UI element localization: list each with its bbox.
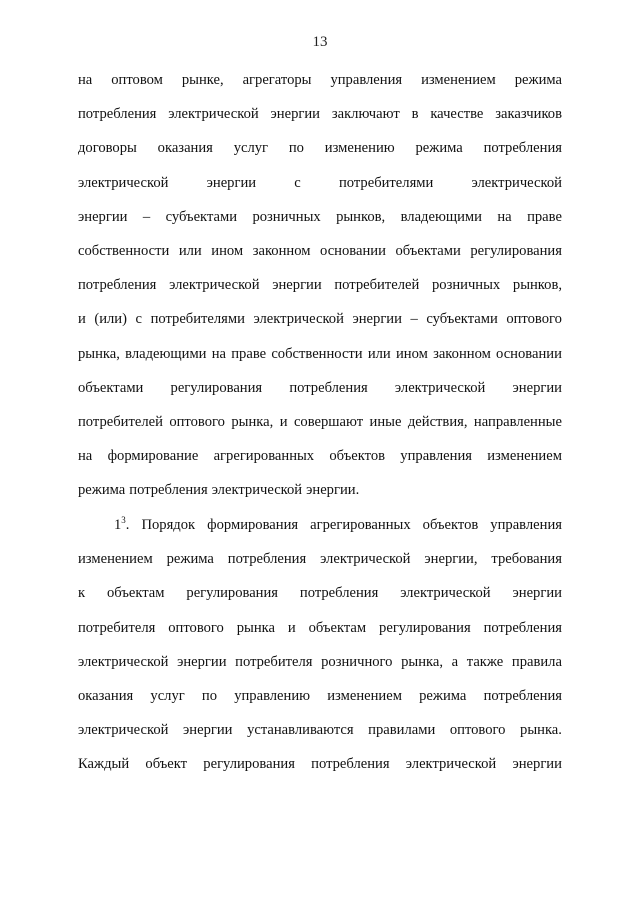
word: потребления xyxy=(289,379,368,396)
text-line xyxy=(78,173,562,207)
word: в xyxy=(411,106,419,123)
word: энергии xyxy=(78,208,128,225)
word: Порядок xyxy=(141,517,196,534)
text-line xyxy=(78,412,562,446)
word: розничного xyxy=(321,653,393,670)
word: договоры xyxy=(78,140,137,157)
word: объектам xyxy=(308,619,367,636)
word: ином xyxy=(395,345,428,362)
word: или xyxy=(367,345,391,362)
word: рынка xyxy=(236,619,275,636)
word: по xyxy=(288,140,304,157)
word: режима xyxy=(419,687,467,704)
text-line xyxy=(78,686,562,720)
word: на xyxy=(497,208,512,225)
text-line xyxy=(78,720,562,754)
word: с xyxy=(294,174,301,191)
word: потребителей xyxy=(334,277,420,294)
word: потребителями xyxy=(150,311,245,328)
text-line xyxy=(78,70,562,104)
word: иные xyxy=(369,413,402,430)
word: заключают xyxy=(331,106,400,123)
word: ином xyxy=(211,242,244,259)
text-line xyxy=(78,446,562,480)
word: объект xyxy=(145,756,188,773)
text-line xyxy=(78,309,562,343)
word: основании xyxy=(320,242,386,259)
word: рынка. xyxy=(520,722,562,739)
word: требования xyxy=(491,551,562,568)
word: владеющими xyxy=(400,208,482,225)
word: основании xyxy=(496,345,562,362)
word: управлению xyxy=(234,687,311,704)
word: устанавливаются xyxy=(247,722,354,739)
word: на xyxy=(78,448,93,465)
text-line xyxy=(78,275,562,309)
word: или xyxy=(178,242,202,259)
word: потребления xyxy=(299,585,379,602)
text-line xyxy=(78,138,562,172)
word: на xyxy=(78,72,93,88)
word: режима xyxy=(514,72,562,88)
word: электрической xyxy=(169,277,260,294)
word: формирование xyxy=(107,448,199,465)
word: регулирования xyxy=(203,756,295,773)
word: энергии xyxy=(512,756,562,773)
word: оптового xyxy=(169,413,225,430)
word: собственности xyxy=(271,345,363,362)
word: объектами xyxy=(395,242,461,259)
word: праве xyxy=(231,345,267,362)
text-line xyxy=(78,652,562,686)
word: управления xyxy=(330,72,403,88)
text-line xyxy=(78,549,562,583)
word: рынка, xyxy=(78,345,120,362)
word: энергии. xyxy=(306,482,360,499)
word: электрической xyxy=(253,311,344,328)
word: изменением xyxy=(327,687,402,704)
word: изменением xyxy=(421,72,496,88)
word: потребления xyxy=(311,756,390,773)
word: оказания xyxy=(78,687,134,704)
word: агрегированных xyxy=(213,448,315,465)
word: потребления xyxy=(227,551,307,568)
paragraph-item-1-3 xyxy=(78,515,562,789)
word: правилами xyxy=(368,722,436,739)
word: правила xyxy=(511,653,562,670)
word: (или) xyxy=(94,311,127,328)
word: совершают xyxy=(293,413,364,430)
text-line xyxy=(78,344,562,378)
word: режима xyxy=(166,551,214,568)
word: энергии xyxy=(177,653,227,670)
word: электрической xyxy=(405,756,497,773)
word: режима xyxy=(78,482,126,499)
word: заказчиков xyxy=(495,106,562,123)
word: и xyxy=(279,413,288,430)
word: изменением xyxy=(78,551,153,568)
word: действия, xyxy=(407,413,468,430)
item-superscript: 3 xyxy=(121,515,126,526)
word: энергии xyxy=(272,277,322,294)
word: услуг xyxy=(150,687,185,704)
text-line xyxy=(78,754,562,788)
text-line xyxy=(78,583,562,617)
word: розничных xyxy=(431,277,501,294)
paragraph-continuation xyxy=(78,70,562,514)
word: энергии xyxy=(206,174,257,191)
word: к xyxy=(78,585,86,602)
word: субъектами xyxy=(165,208,238,225)
word: электрической xyxy=(168,106,259,123)
word: управления xyxy=(490,517,562,534)
word: собственности xyxy=(78,242,170,259)
word: регулирования xyxy=(379,619,471,636)
word: рынке, xyxy=(181,72,224,88)
word: и xyxy=(287,619,296,636)
word: потребителя xyxy=(78,619,156,636)
word: формирования xyxy=(207,517,299,534)
word: регулирования xyxy=(170,379,263,396)
word: качестве xyxy=(430,106,484,123)
word: электрической xyxy=(320,551,411,568)
word: изменением xyxy=(487,448,562,465)
word: энергии xyxy=(352,311,402,328)
text-line xyxy=(78,207,562,241)
word: объектам xyxy=(106,585,165,602)
word: оптового xyxy=(449,722,506,739)
word: потребления xyxy=(483,687,562,704)
word: режима xyxy=(415,140,463,157)
word: оказания xyxy=(157,140,213,157)
word: объектов xyxy=(422,517,479,534)
word: потребителями xyxy=(338,174,434,191)
text-line xyxy=(78,618,562,652)
word: потребителя xyxy=(235,653,313,670)
page-number: 13 xyxy=(312,34,328,50)
word: объектами xyxy=(78,379,144,396)
word: изменению xyxy=(324,140,395,157)
word: рынка, xyxy=(401,653,444,670)
word: – xyxy=(410,311,418,328)
word: рынков, xyxy=(512,277,562,294)
word: с xyxy=(135,311,143,328)
text-line xyxy=(78,480,562,514)
word: электрической xyxy=(394,379,486,396)
word: энергии xyxy=(183,722,233,739)
word: $1^3$. xyxy=(114,515,130,534)
word: электрической xyxy=(78,174,169,191)
word: законном xyxy=(433,345,491,362)
word: рынка, xyxy=(231,413,274,430)
word: управления xyxy=(400,448,472,465)
word: электрической xyxy=(211,482,303,499)
word: оптовом xyxy=(111,72,163,88)
word: и xyxy=(78,311,86,328)
word: агрегированных xyxy=(310,517,411,534)
word: потребления xyxy=(483,140,562,157)
word: потребления xyxy=(78,106,157,123)
word: электрической xyxy=(400,585,491,602)
word: регулирования xyxy=(186,585,279,602)
word: агрегаторы xyxy=(242,72,312,88)
word: субъектами xyxy=(426,311,498,328)
word: услуг xyxy=(233,140,269,157)
word: потребления xyxy=(129,482,208,499)
word: также xyxy=(466,653,504,670)
word: Каждый xyxy=(78,756,130,773)
word: владеющими xyxy=(125,345,207,362)
word: объектов xyxy=(329,448,386,465)
word: праве xyxy=(527,208,562,225)
word: розничных xyxy=(252,208,321,225)
word: законном xyxy=(252,242,311,259)
word: на xyxy=(211,345,227,362)
word: направленные xyxy=(473,413,562,430)
word: потребителей xyxy=(78,413,163,430)
word: оптового xyxy=(168,619,224,636)
word: электрической xyxy=(78,653,169,670)
word: энергии, xyxy=(424,551,478,568)
word: энергии xyxy=(270,106,320,123)
word: электрической xyxy=(78,722,169,739)
word: электрической xyxy=(471,174,562,191)
text-line xyxy=(78,241,562,275)
word: а xyxy=(451,653,459,670)
word: регулирования xyxy=(470,242,562,259)
word: по xyxy=(201,687,218,704)
document-body xyxy=(78,70,562,789)
word: энергии xyxy=(512,379,562,396)
text-line xyxy=(78,378,562,412)
word: потребления xyxy=(78,277,157,294)
word: оптового xyxy=(506,311,562,328)
word: потребления xyxy=(483,619,562,636)
text-line xyxy=(78,104,562,138)
word: рынков, xyxy=(336,208,386,225)
word: энергии xyxy=(512,585,562,602)
text-line xyxy=(78,515,562,549)
word: – xyxy=(142,208,151,225)
